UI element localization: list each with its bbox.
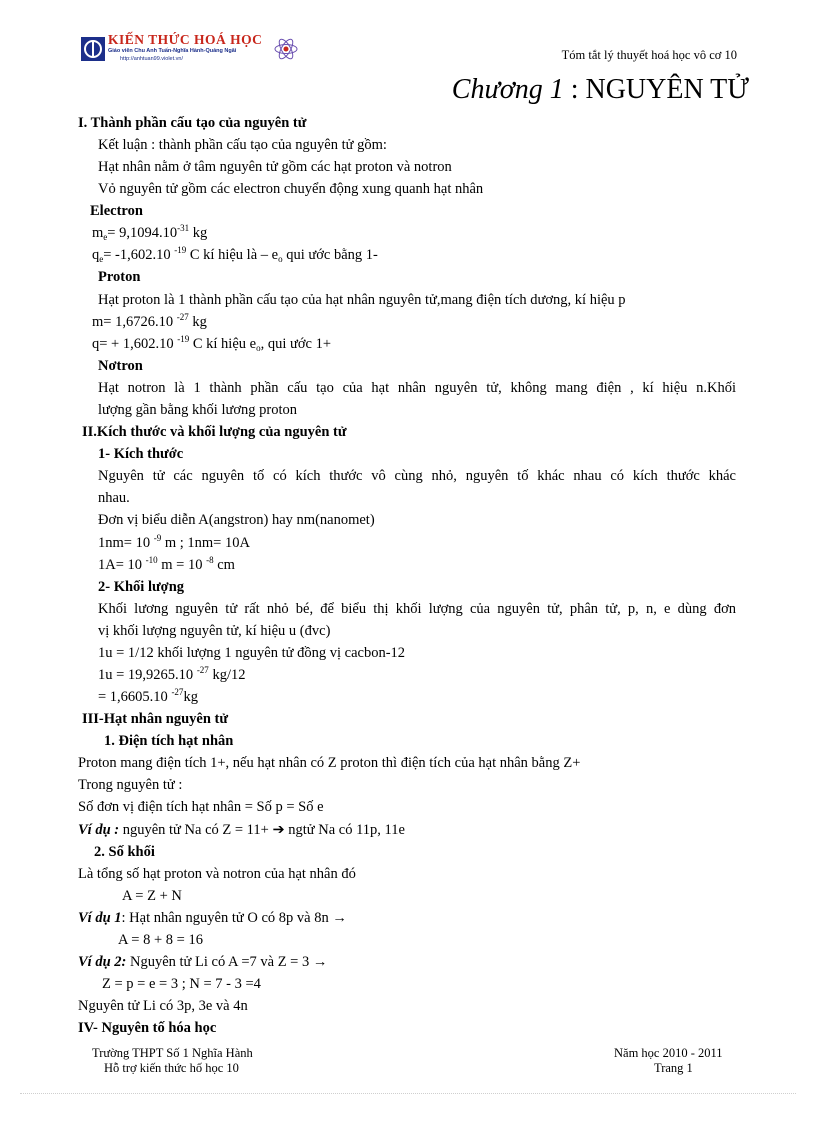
formula: 1nm= 10 $^{-9}$ m ; 1nm= 10A (98, 533, 250, 551)
notron-heading: Nơtron (98, 358, 143, 374)
paragraph: Trong nguyên tử : (78, 777, 183, 793)
arrow-icon: ➔ (272, 822, 285, 838)
notron-description-cont: lượng gần bằng khối lương proton (98, 402, 297, 418)
example: Ví dụ : nguyên tử Na có Z = 11+ ➔ ngtử Na có 11p, 11e (78, 822, 405, 838)
formula: A = 8 + 8 = 16 (118, 932, 203, 948)
chapter-separator: : (563, 74, 586, 105)
section-1-heading: I. Thành phần cấu tạo của nguyên tử (78, 115, 307, 131)
footer-course: Hỗ trợ kiến thức hố học 10 (104, 1061, 239, 1075)
paragraph: Proton mang điện tích 1+, nếu hạt nhân có Z proton thì điện tích của hạt nhân bằng Z+ (78, 755, 581, 771)
atom-icon (273, 36, 299, 62)
footer-year: Năm học 2010 - 2011 (614, 1046, 723, 1060)
paragraph: Nguyên tử Li có 3p, 3e và 4n (78, 998, 248, 1014)
paragraph: Nguyên tử các nguyên tố có kích thước vô cùng nhỏ, nguyên tố khác nhau có kích thước khác (98, 468, 736, 484)
example: Ví dụ 2: Nguyên tử Li có A =7 và Z = 3 → (78, 954, 328, 970)
electron-heading: Electron (90, 203, 143, 219)
mass-number-subheading: 2. Số khối (94, 844, 155, 860)
formula: 1A= 10 $^{-10}$ m = 10 $^{-8}$ cm (98, 555, 235, 573)
mass-subheading: 2- Khối lượng (98, 579, 185, 595)
paragraph: Số đơn vị điện tích hạt nhân = Số p = Số e (78, 799, 324, 815)
formula: Z = p = e = 3 ; N = 7 - 3 =4 (102, 976, 261, 992)
chapter-name: NGUYÊN TỬ (585, 74, 749, 105)
footer-page-number: Trang 1 (654, 1061, 693, 1075)
logo (80, 32, 298, 72)
size-subheading: 1- Kích thước (98, 446, 184, 462)
page-divider (20, 1093, 796, 1094)
header-subtitle: Tóm tắt lý thuyết hoá học vô cơ 10 (561, 48, 737, 62)
paragraph: Vỏ nguyên tử gồm các electron chuyển động xung quanh hạt nhân (98, 181, 484, 197)
charge-subheading: 1. Điện tích hạt nhân (104, 733, 234, 749)
electron-mass: $m_e= 9,1094.10^{-31}$ kg (92, 223, 208, 242)
chapter-prefix: Chương 1 (451, 74, 564, 105)
notron-description: Hạt notron là 1 thành phần cấu tạo của hạt nhân nguyên tử, không mang điện , kí hiệu n.Khối (98, 380, 736, 396)
paragraph: Là tổng số hạt proton và notron của hạt nhân đó (78, 866, 356, 882)
paragraph: Đơn vị biểu diễn A(angstron) hay nm(nanomet) (98, 512, 375, 528)
proton-description: Hạt proton là 1 thành phần cấu tạo của hạt nhân nguyên tử,mang điện tích dương, kí hiệu p (98, 292, 626, 308)
logo-subtitle: Giáo viên Chu Anh Tuấn-Nghĩa Hành-Quảng Ngãi (108, 48, 237, 54)
paragraph: Khối lương nguyên tử rất nhỏ bé, để biểu thị khối lượng của nguyên tử, phân tử, p, n, e dùng đơn (98, 601, 736, 617)
logo-title: KIẾN THỨC HOÁ HỌC (108, 32, 263, 47)
section-3-heading: III-Hạt nhân nguyên tử (82, 711, 229, 727)
electron-charge: $q_e= -1,602.10$ $^{-19}$ C kí hiệu là – $e_o$ qui ước bằng 1- (92, 245, 378, 264)
chapter-title (452, 74, 749, 106)
formula: A = Z + N (122, 888, 182, 904)
logo-url: http://anhtuan99.violet.vn/ (120, 56, 183, 62)
formula: = 1,6605.10 $^{-27}$kg (98, 687, 198, 705)
paragraph: Hạt nhân nằm ở tâm nguyên tử gồm các hạt proton và notron (98, 159, 452, 175)
paragraph: Kết luận : thành phần cấu tạo của nguyên tử gồm: (98, 137, 387, 153)
proton-charge: q= + 1,602.10 $^{-19}$ C kí hiệu $e_o$, qui ước 1+ (92, 334, 332, 353)
paragraph: vị khối lượng nguyên tử, kí hiệu u (đvc) (98, 623, 331, 639)
proton-mass: m= 1,6726.10 $^{-27}$ kg (92, 312, 207, 330)
proton-heading: Proton (98, 269, 141, 285)
footer-school: Trường THPT Số 1 Nghĩa Hành (92, 1046, 253, 1060)
formula: 1u = 1/12 khối lượng 1 nguyên tử đồng vị cacbon-12 (98, 645, 406, 661)
formula: 1u = 19,9265.10 $^{-27}$ kg/12 (98, 665, 246, 683)
logo-emblem-icon (80, 36, 106, 62)
section-4-heading: IV- Nguyên tố hóa học (78, 1020, 217, 1036)
paragraph: nhau. (98, 490, 130, 506)
example: Ví dụ 1: Hạt nhân nguyên tử O có 8p và 8n → (78, 910, 347, 926)
section-2-heading: II.Kích thước và khối lượng của nguyên tử (82, 424, 347, 440)
